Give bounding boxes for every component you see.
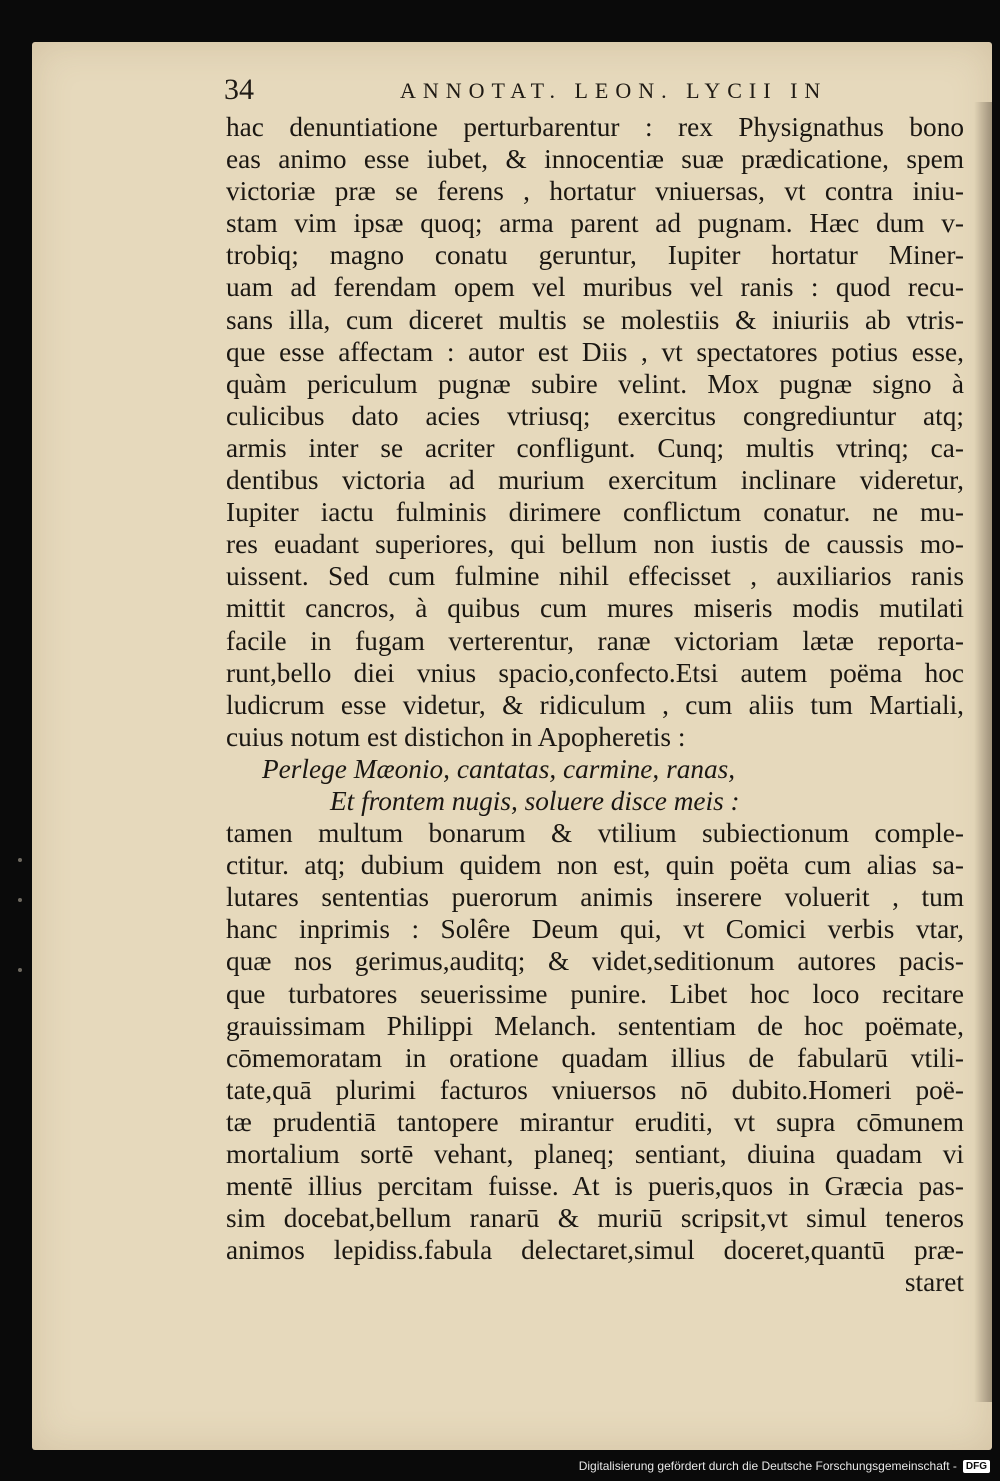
text-line: mentē illius percitam fuisse. At is pueris,quos in Græcia pas-: [226, 1171, 964, 1202]
dfg-logo-icon: DFG: [963, 1460, 990, 1473]
text-line: mortalium sortē vehant, planeq; sentiant, diuina quadam vi: [226, 1139, 964, 1169]
text-line: sim docebat,bellum ranarū & muriū scripsit,vt simul teneros: [226, 1203, 964, 1234]
text-line: dentibus victoria ad murium exercitum inclinare videretur,: [226, 465, 964, 496]
text-line: uam ad ferendam opem vel muribus vel ranis : quod recu-: [226, 272, 964, 303]
text-line: facile in fugam verterentur, ranæ victoriam lætæ reporta-: [226, 625, 964, 656]
text-line: sans illa, cum diceret multis se molestiis & iniuriis ab vtris-: [226, 304, 964, 335]
text-line: runt,bello diei vnius spacio,confecto.Etsi autem poëma hoc: [226, 657, 964, 688]
text-line: lutares sententias puerorum animis inserere voluerit , tum: [226, 882, 964, 913]
text-line: ctitur. atq; dubium quidem non est, quin poëta cum alias sa-: [226, 850, 964, 881]
text-line: tate,quā plurimi facturos vniuersos nō dubito.Homeri poë-: [226, 1074, 964, 1105]
page-header: [224, 74, 964, 110]
verse-line: Et frontem nugis, soluere disce meis :: [330, 785, 740, 816]
page-number: 34: [224, 73, 254, 106]
text-line: hac denuntiatione perturbarentur : rex Physignathus bono: [226, 112, 964, 142]
digitization-footer: [579, 1455, 990, 1477]
text-line: armis inter se acriter confligunt. Cunq; multis vtrinq; ca-: [226, 432, 964, 463]
text-line: grauissimam Philippi Melanch. sententiam de hoc poëmate,: [226, 1010, 964, 1041]
text-line: quæ nos gerimus,auditq; & videt,seditionum autores pacis-: [226, 946, 964, 977]
text-line: que esse affectam : autor est Diis , vt spectatores potius esse,: [226, 336, 964, 367]
text-line: uissent. Sed cum fulmine nihil effecisset , auxiliarios ranis: [226, 561, 964, 592]
text-line: tæ prudentiā tantopere mirantur eruditi, vt supra cōmunem: [226, 1106, 964, 1137]
text-line: quàm periculum pugnæ subire velint. Mox pugnæ signo à: [226, 368, 964, 399]
text-line: cōmemoratam in oratione quadam illius de fabularū vtili-: [226, 1042, 964, 1073]
funding-notice: Digitalisierung gefördert durch die Deutsche Forschungsgemeinschaft -: [578, 1459, 957, 1473]
text-line: res euadant superiores, qui bellum non iustis de caussis mo-: [226, 529, 964, 560]
text-line: eas animo esse iubet, & innocentiæ suæ prædicatione, spem: [226, 144, 964, 175]
catchword: staret: [904, 1267, 964, 1298]
text-line: stam vim ipsæ quoq; arma parent ad pugnam. Hæc dum v-: [226, 208, 964, 239]
text-line: trobiq; magno conatu geruntur, Iupiter hortatur Miner-: [226, 240, 964, 271]
text-line: que turbatores seuerissime punire. Libet hoc loco recitare: [226, 978, 964, 1009]
body-text: [226, 111, 964, 1298]
text-line: tamen multum bonarum & vtilium subiectionum comple-: [226, 818, 964, 849]
text-line: cuius notum est distichon in Apopheretis :: [226, 721, 686, 752]
text-line: Iupiter iactu fulminis dirimere conflictum conatur. ne mu-: [226, 497, 964, 528]
text-line: ludicrum esse videtur, & ridiculum , cum aliis tum Martiali,: [226, 689, 964, 720]
verse-line: Perlege Mæonio, cantatas, carmine, ranas,: [262, 753, 736, 784]
text-line: hanc inprimis : Solêre Deum qui, vt Comici verbis vtar,: [226, 914, 964, 945]
text-line: animos lepidiss.fabula delectaret,simul doceret,quantū præ-: [226, 1235, 964, 1266]
margin-marks: [18, 858, 24, 978]
page-edge-shadow: [974, 102, 992, 1402]
text-line: culicibus dato acies vtriusq; exercitus congrediuntur atq;: [226, 400, 964, 431]
running-head: ANNOTAT. LEON. LYCII IN: [400, 78, 828, 103]
text-line: mittit cancros, à quibus cum mures miseris modis mutilati: [226, 593, 964, 624]
text-line: victoriæ præ se ferens , hortatur vniuersas, vt contra iniu-: [226, 176, 964, 207]
